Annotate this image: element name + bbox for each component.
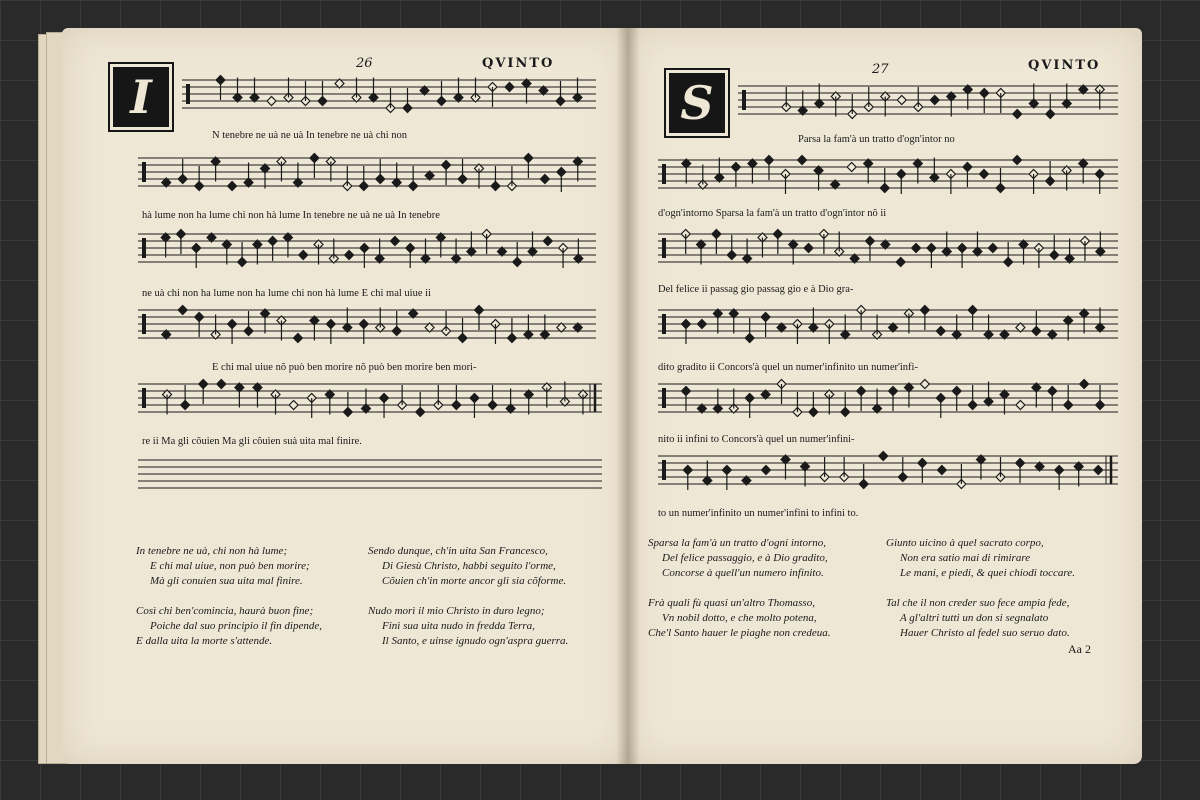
decorated-initial: I (108, 62, 174, 132)
note-head (988, 244, 997, 253)
note-head (1013, 110, 1022, 119)
staff (138, 306, 596, 345)
note-head (293, 334, 302, 343)
clef (142, 388, 146, 408)
lyric-line: nito ii infini to Concors'à quel un numer'infini- (658, 434, 855, 445)
clef (662, 314, 666, 334)
lyric-line: dito gradito ii Concors'à quel un numer'infinito un numer'infi- (658, 362, 918, 373)
page-number: 26 (356, 56, 373, 71)
decorated-initial: S (664, 68, 730, 138)
note-head (798, 156, 807, 165)
clef (142, 238, 146, 258)
note-head (936, 327, 945, 336)
note-head (1013, 156, 1022, 165)
note-head (1094, 466, 1103, 475)
verse-column: In tenebre ne uà, chi non hà lume; E chi mal uiue, non può ben morire; Mà gli conuien sua uita mal finire. Così chi ben'comincia, haurà buon fine; Poiche dal suo principio il fin dipende, E dalla uita la morte s'attende. (136, 545, 323, 647)
note-head (937, 466, 946, 475)
note-head (299, 251, 308, 260)
note-head (540, 175, 549, 184)
staff (138, 460, 602, 488)
verse-column: Giunto uicino à quel sacrato corpo, Non era satio mai di rimirare Le mani, e piedi, & quei chiodi toccare. Tal che il non creder suo fece ampia fede, A gl'altri tutti un don si segnalato Hauer Christo al fedel suo seruo dato. (886, 537, 1075, 639)
lyric-line: E chi mal uiue nõ può ben morire nõ può ben morire ben mori- (212, 362, 477, 373)
lyric-line: to un numer'infinito un numer'infini to infini to. (658, 508, 859, 519)
right-page (628, 28, 1142, 764)
note-head (543, 237, 552, 246)
verse-column: Sparsa la fam'à un tratto d'ogni intorno, Del felice passaggio, e à Dio gradito, Concorse à quell'un numero infinito. Frà quali fù quasi un'altro Thomasso, Vn nobil dotto, e che molto potena, Che'l Santo hauer le piaghe non credeua. (648, 537, 831, 639)
staff (138, 154, 596, 193)
note-head (897, 96, 906, 105)
staff (182, 76, 596, 113)
note-head (847, 163, 856, 172)
note-head (228, 182, 237, 191)
note-head (345, 251, 354, 260)
clef (662, 460, 666, 480)
staff (738, 84, 1118, 119)
signature-mark: Aa 2 (1068, 642, 1091, 656)
clef (186, 84, 190, 104)
music-staves (62, 28, 628, 498)
staff (138, 380, 602, 419)
book-gutter (616, 28, 640, 764)
clef (142, 314, 146, 334)
note-head (761, 466, 770, 475)
note-head (289, 401, 298, 410)
open-book (30, 24, 1142, 772)
note-head (1080, 380, 1089, 389)
verse-column: Sendo dunque, ch'in uita San Francesco, Di Giesù Christo, habbi seguito l'orme, Cõuien ch'in morte ancor gli sia cõforme. Nudo morì il mio Christo in duro legno; Finì sua uita nudo in fredda Terra, Il Santo, e uinse ignudo ogn'aspra guerra. (368, 545, 569, 647)
note-head (178, 306, 187, 315)
lyric-line: hà lume non ha lume chi non hà lume In tenebre ne uà ne uà In tenebre (142, 210, 440, 221)
staff (658, 306, 1118, 345)
page-header: QVINTO (482, 56, 555, 71)
note-head (505, 83, 514, 92)
page-header: QVINTO (1028, 58, 1101, 73)
note-head (1016, 401, 1025, 410)
clef (142, 162, 146, 182)
note-head (390, 237, 399, 246)
page-number: 27 (872, 62, 889, 77)
lyric-line: N tenebre ne uà ne uà In tenebre ne uà chi non (212, 130, 408, 141)
staff (658, 380, 1118, 419)
note-head (896, 258, 905, 267)
staff (138, 230, 596, 269)
note-head (930, 96, 939, 105)
note-head (879, 452, 888, 461)
note-head (912, 244, 921, 253)
lyric-line: d'ogn'intorno Sparsa la fam'à un tratto d'ogn'intor nõ ii (658, 208, 887, 219)
lyric-line: Parsa la fam'à un tratto d'ogn'intor no (798, 134, 955, 145)
lyric-line: Del felice ii passag gio passag gio e à Dio gra- (658, 284, 854, 295)
left-page (62, 28, 628, 764)
note-head (697, 320, 706, 329)
clef (662, 388, 666, 408)
note-head (920, 380, 929, 389)
note-head (979, 170, 988, 179)
staff (658, 230, 1118, 269)
staff (658, 452, 1118, 491)
lyric-line: ne uà chi non ha lume non ha lume chi non hà lume E chi mal uiue ii (142, 288, 431, 299)
note-head (804, 244, 813, 253)
clef (742, 90, 746, 110)
lyric-line: re ii Ma gli cõuien Ma gli cõuien suà uita mal finire. (142, 436, 362, 447)
staff (658, 156, 1118, 195)
note-head (267, 97, 276, 106)
clef (662, 164, 666, 184)
clef (662, 238, 666, 258)
note-head (217, 380, 226, 389)
